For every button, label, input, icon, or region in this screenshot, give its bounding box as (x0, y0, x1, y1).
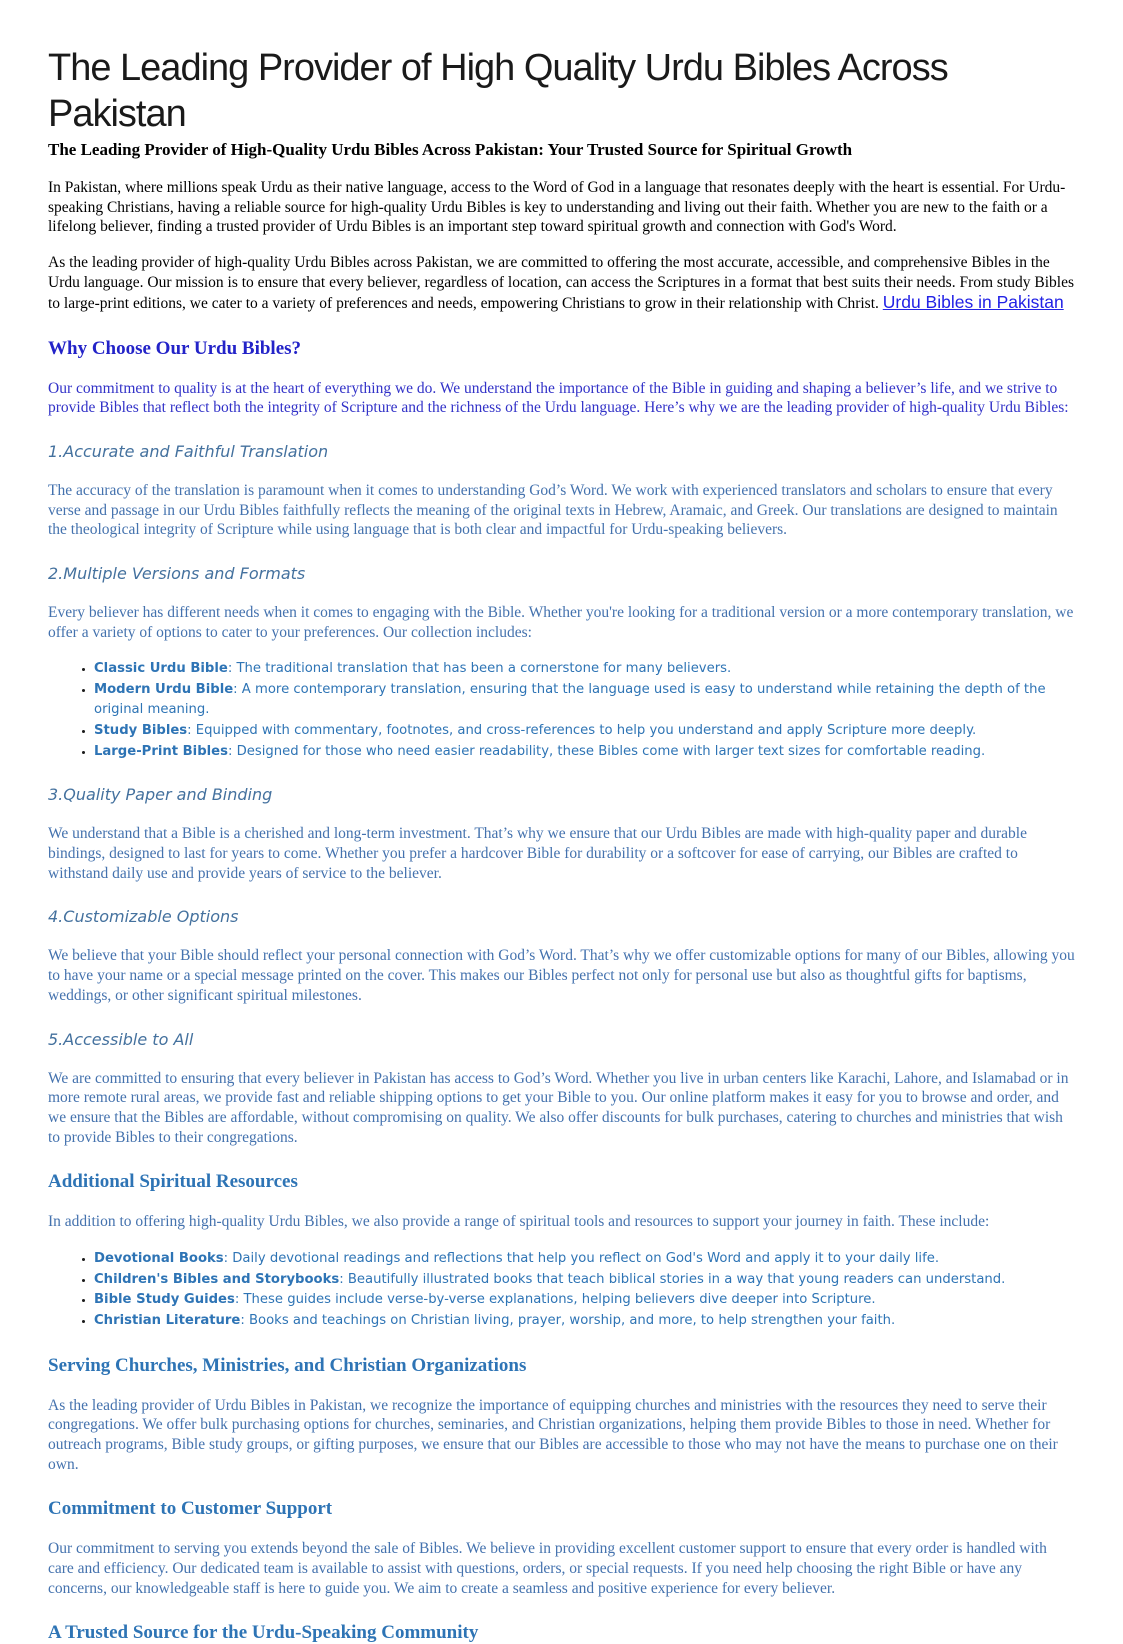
list-item-study-bibles (94, 721, 1075, 741)
list-item-text: : Designed for those who need easier readability, these Bibles come with larger text sizes for comfortable reading. (227, 743, 986, 759)
page-title: The Leading Provider of High Quality Urdu Bibles Across Pakistan (48, 47, 948, 135)
section-heading-serving-churches: Serving Churches, Ministries, and Christian Organizations (48, 1354, 527, 1376)
intro-paragraph-2-text: As the leading provider of high-quality Urdu Bibles across Pakistan, we are committed to offering the most accurate, accessible, and comprehensive Bibles in the Urdu language. Our mission is to ensure that every believer, regardless of location, can access the Scriptures in a format that best suits their needs. From study Bibles to large-print editions, we cater to a variety of preferences and needs, empowering Christians to grow in their relationship with Christ. (48, 254, 1074, 313)
list-item-christian-literature (94, 1311, 1075, 1331)
list-item-text: : A more contemporary translation, ensuring that the language used is easy to understand while retaining the depth of the original meaning. (94, 682, 1046, 718)
subheading-quality-paper: 3.Quality Paper and Binding (48, 785, 273, 805)
subheading-customizable-options: 4.Customizable Options (48, 907, 239, 927)
bible-versions-list (48, 659, 1075, 761)
customer-support-paragraph: Our commitment to serving you extends beyond the sale of Bibles. We believe in providing excellent customer support to ensure that every order is handled with care and efficiency. Our dedicated team is available to assist with questions, orders, or special requests. If you need help choosing the right Bible or have any concerns, our knowledgeable staff is here to guide you. We aim to create a seamless and positive experience for every believer. (48, 1540, 1047, 1597)
list-item-devotional-books (94, 1249, 1075, 1269)
list-item-label: Christian Literature (94, 1313, 241, 1329)
intro-paragraph-1: In Pakistan, where millions speak Urdu as their native language, access to the Word of God in a language that resonates deeply with the heart is essential. For Urdu-speaking Christians, having a reliable source for high-quality Urdu Bibles is key to understanding and living out their faith. Whether you are new to the faith or a lifelong believer, finding a trusted provider of Urdu Bibles is an important step toward spiritual growth and connection with God's Word. (48, 179, 1066, 235)
customizable-options-paragraph: We believe that your Bible should reflect your personal connection with God’s Word. That’s why we offer customizable options for many of our Bibles, allowing you to have your name or a special message printed on the cover. This makes our Bibles perfect not only for personal use but also as thoughtful gifts for baptisms, weddings, or other significant spiritual milestones. (48, 947, 1075, 1004)
list-item-text: : These guides include verse-by-verse explanations, helping believers dive deeper into Scripture. (234, 1292, 876, 1308)
list-item-bible-study-guides (94, 1290, 1075, 1310)
subheading-accurate-translation: 1.Accurate and Faithful Translation (48, 442, 329, 462)
intro-paragraph-2 (48, 253, 1075, 314)
urdu-bibles-link[interactable]: Urdu Bibles in Pakistan (882, 292, 1064, 313)
list-item-label: Bible Study Guides (94, 1292, 235, 1308)
resources-intro: In addition to offering high-quality Urdu Bibles, we also provide a range of spiritual tools and resources to support your journey in faith. These include: (48, 1213, 990, 1231)
page-subtitle: The Leading Provider of High-Quality Urdu Bibles Across Pakistan: Your Trusted Source for Spiritual Growth (48, 140, 853, 160)
list-item-text: : The traditional translation that has been a cornerstone for many believers. (227, 661, 732, 677)
list-item-classic-urdu-bible (94, 659, 1075, 679)
list-item-text: : Daily devotional readings and reflections that help you reflect on God's Word and apply it to your daily life. (223, 1250, 940, 1266)
list-item-label: Devotional Books (94, 1250, 224, 1266)
list-item-modern-urdu-bible (94, 680, 1075, 720)
list-item-text: : Equipped with commentary, footnotes, and cross-references to help you understand and apply Scripture more deeply. (187, 722, 977, 738)
resources-list (48, 1249, 1075, 1331)
section-heading-customer-support: Commitment to Customer Support (48, 1498, 333, 1520)
section-heading-resources: Additional Spiritual Resources (48, 1171, 298, 1193)
list-item-label: Children's Bibles and Storybooks (94, 1271, 340, 1287)
list-item-text: : Beautifully illustrated books that teach biblical stories in a way that young readers can understand. (339, 1271, 1006, 1287)
list-item-label: Modern Urdu Bible (94, 682, 234, 698)
section-heading-trusted-source: A Trusted Source for the Urdu-Speaking Community (48, 1622, 479, 1644)
list-item-childrens-bibles (94, 1270, 1075, 1290)
accurate-translation-paragraph: The accuracy of the translation is paramount when it comes to understanding God’s Word. We work with experienced translators and scholars to ensure that every verse and passage in our Urdu Bibles faithfully reflects the meaning of the original texts in Hebrew, Aramaic, and Greek. Our translations are designed to maintain the theological integrity of Scripture while using language that is both clear and impactful for Urdu-speaking believers. (48, 482, 1058, 539)
list-item-label: Classic Urdu Bible (94, 661, 228, 677)
subheading-multiple-versions: 2.Multiple Versions and Formats (48, 564, 306, 584)
list-item-text: : Books and teachings on Christian living, prayer, worship, and more, to help strengthen your faith. (240, 1313, 896, 1329)
multiple-versions-paragraph: Every believer has different needs when it comes to engaging with the Bible. Whether you're looking for a traditional version or a more contemporary translation, we offer a variety of options to cater to your preferences. Our collection includes: (48, 604, 1074, 641)
accessible-to-all-paragraph: We are committed to ensuring that every believer in Pakistan has access to God’s Word. Whether you live in urban centers like Karachi, Lahore, and Islamabad or in more remote rural areas, we provide fast and reliable shipping options to get your Bible to you. Our online platform makes it easy for you to browse and order, and we ensure that the Bibles are affordable, without compromising on quality. We also offer discounts for bulk purchases, catering to churches and ministries that wish to provide Bibles to their congregations. (48, 1069, 1069, 1146)
quality-paper-paragraph: We understand that a Bible is a cherished and long-term investment. That’s why we ensure that our Urdu Bibles are made with high-quality paper and durable bindings, designed to last for years to come. Whether you prefer a hardcover Bible for durability or a softcover for ease of carrying, our Bibles are crafted to withstand daily use and provide years of service to the believer. (48, 825, 1027, 882)
why-choose-intro: Our commitment to quality is at the heart of everything we do. We understand the importance of the Bible in guiding and shaping a believer’s life, and we strive to provide Bibles that reflect both the integrity of Scripture and the richness of the Urdu language. Here’s why we are the leading provider of high-quality Urdu Bibles: (48, 379, 1069, 417)
subheading-accessible-to-all: 5.Accessible to All (48, 1029, 194, 1049)
list-item-large-print-bibles (94, 742, 1075, 762)
list-item-label: Large-Print Bibles (94, 743, 228, 759)
section-heading-why-choose: Why Choose Our Urdu Bibles? (48, 337, 302, 359)
serving-churches-paragraph: As the leading provider of Urdu Bibles in Pakistan, we recognize the importance of equipping churches and ministries with the resources they need to serve their congregations. We offer bulk purchasing options for churches, seminaries, and Christian organizations, helping them provide Bibles to those in need. Whether for outreach programs, Bible study groups, or gifting purposes, we ensure that our Bibles are accessible to those who may not have the means to purchase one on their own. (48, 1396, 1058, 1473)
list-item-label: Study Bibles (94, 722, 188, 738)
